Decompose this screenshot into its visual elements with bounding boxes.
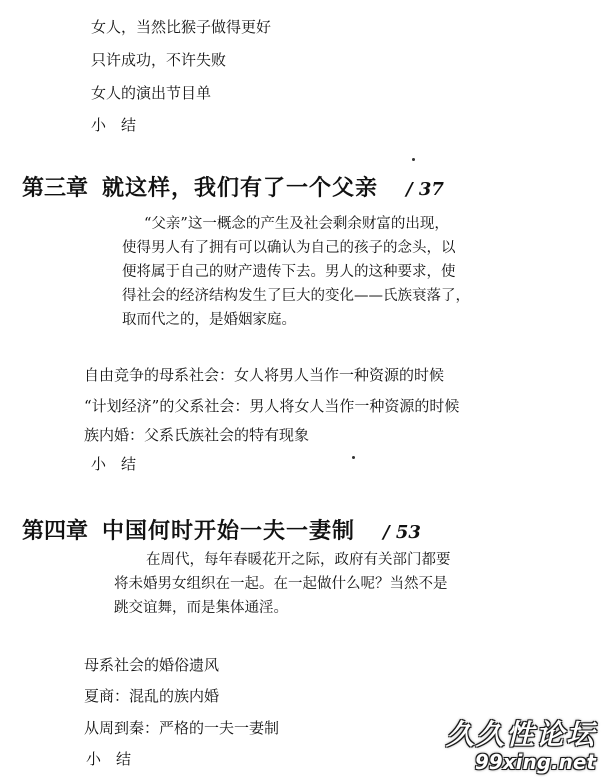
toc-item: 小 结 [91,455,137,473]
watermark-title: 久久性论坛 [445,718,596,751]
chapter-heading [22,518,421,546]
chapter-heading [22,175,444,203]
summary-line: 便将属于自己的财产遗传下去。男人的这种要求，使 [122,264,456,280]
summary-line: 跳交谊舞，而是集体通淫。 [114,600,288,616]
summary-line: 取而代之的，是婚姻家庭。 [122,312,296,328]
toc-item: “计划经济”的父系社会：男人将女人当作一种资源的时候 [84,397,460,415]
summary-line: 使得男人有了拥有可以确认为自己的孩子的念头，以 [122,240,456,256]
toc-item: 小 结 [91,116,137,134]
chapter-page: / 53 [383,522,421,543]
chapter-title: 中国何时开始一夫一妻制 [102,518,356,544]
toc-item: 母系社会的婚俗遗风 [84,656,220,674]
summary-line: 得社会的经济结构发生了巨大的变化——氏族衰落了， [122,288,470,304]
watermark-url: 99xing.net [474,750,596,774]
chapter-page: / 37 [406,179,444,200]
chapter-summary [114,548,451,620]
toc-item: 小 结 [86,750,132,768]
chapter-title: 就这样，我们有了一个父亲 [102,175,379,201]
toc-item: 夏商：混乱的族内婚 [84,687,220,705]
summary-line: 在周代，每年春暖花开之际，政府有关部门都要 [146,552,451,568]
toc-item: 自由竞争的母系社会：女人将男人当作一种资源的时候 [84,366,445,384]
chapter-summary [122,212,470,332]
summary-line: 将未婚男女组织在一起。在一起做什么呢？当然不是 [114,576,448,592]
chapter-number: 第四章 [22,518,89,544]
watermark [446,719,596,773]
toc-item: 只许成功，不许失败 [91,51,227,69]
summary-line: “父亲”这一概念的产生及社会剩余财富的出现， [144,216,449,232]
scan-speck [352,456,355,459]
toc-item: 女人，当然比猴子做得更好 [91,18,272,36]
toc-item: 族内婚：父系氏族社会的特有现象 [84,426,310,444]
scan-speck [412,158,415,161]
chapter-number: 第三章 [22,175,89,201]
toc-item: 从周到秦：严格的一夫一妻制 [84,719,280,737]
toc-item: 女人的演出节目单 [91,84,212,102]
